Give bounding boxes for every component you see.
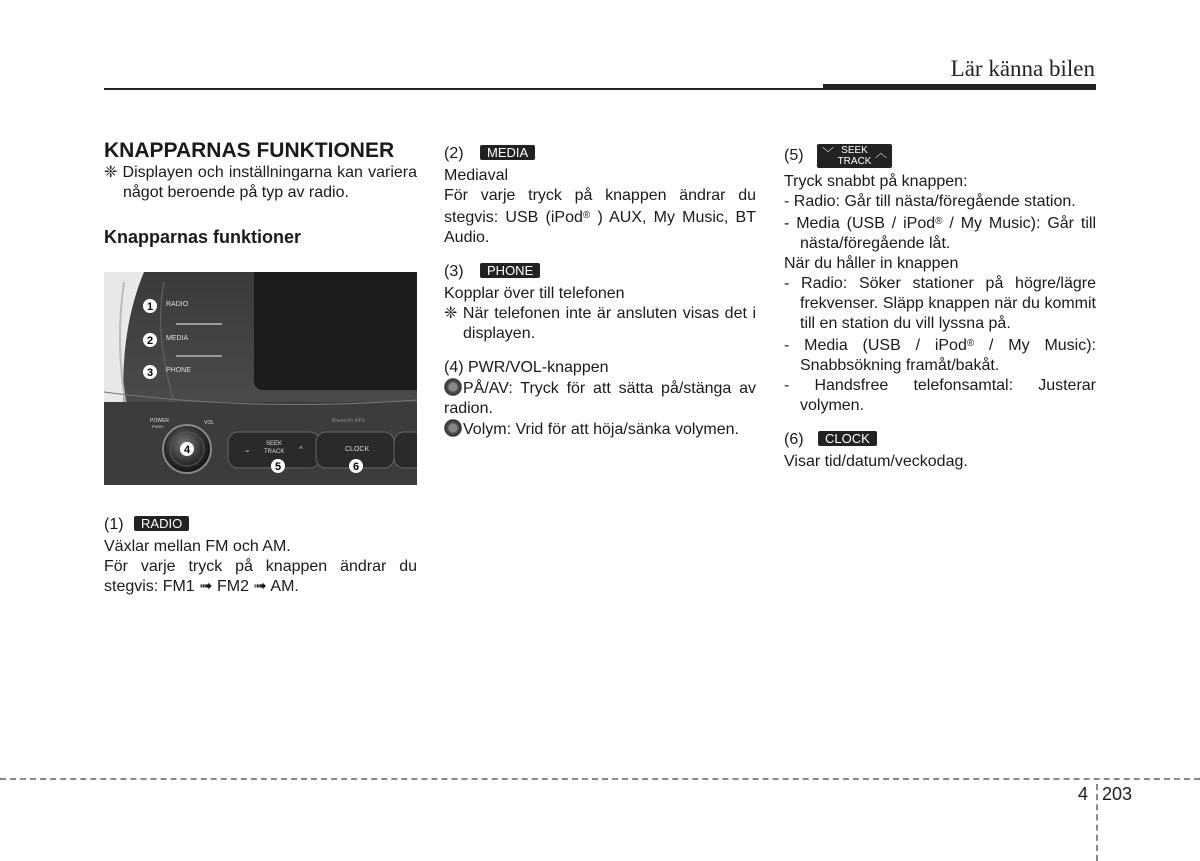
marker-2: 2 <box>146 335 154 347</box>
item-3-line-1: Kopplar över till telefonen <box>444 285 625 302</box>
clock-button-label: CLOCK <box>818 431 877 446</box>
item-4-line-2: Volym: Vrid för att höja/sänka volymen. <box>463 421 739 438</box>
item-6-number: (6) <box>784 431 804 448</box>
media-button-label: MEDIA <box>480 145 535 160</box>
marker-5: 5 <box>274 461 282 473</box>
item-4-line-1: PÅ/AV: Tryck för att sätta på/stänga av radion. <box>444 380 756 417</box>
item-5-bullet-2: - Media (USB / iPod® / My Music): Går till nästa/föregående låt. <box>784 215 1096 252</box>
radio-panel-label-media: MEDIA <box>166 335 189 342</box>
footer-divider <box>1096 784 1098 861</box>
item-5-bullet-4: - Media (USB / iPod® / My Music): Snabbsökning framåt/bakåt. <box>784 337 1096 374</box>
item-1-line-1: Växlar mellan FM och AM. <box>104 538 291 555</box>
page-number: 203 <box>1102 784 1133 804</box>
radio-panel-label-track: TRACK <box>264 449 285 455</box>
item-3-number: (3) <box>444 263 464 280</box>
marker-3: 3 <box>146 367 154 379</box>
radio-panel-label-phone: PHONE <box>166 367 191 374</box>
marker-6: 6 <box>352 461 360 473</box>
item-5-bullet-3: - Radio: Söker stationer på högre/lägre frekvenser. Släpp knappen när du kommit till en station du vill lyssna på. <box>784 275 1096 332</box>
item-5-bullet-1: - Radio: Går till nästa/föregående station. <box>784 193 1076 210</box>
item-5-number: (5) <box>784 147 804 165</box>
item-3-note: ❈ När telefonen inte är ansluten visas det i displayen. <box>444 305 756 342</box>
item-1-radio <box>104 515 417 597</box>
radio-panel-label-power: POWER <box>150 418 169 424</box>
radio-button-label: RADIO <box>134 516 189 531</box>
item-2-title: Mediaval <box>444 167 509 184</box>
running-header-title: Lär känna bilen <box>950 56 1095 81</box>
chevron-down-icon: ﹀ <box>822 146 835 160</box>
radio-panel-label-vol: VOL <box>204 420 215 426</box>
radio-panel-label-clock: CLOCK <box>345 446 370 453</box>
item-5-bullet-5: - Handsfree telefonsamtal: Justerar volymen. <box>784 377 1096 414</box>
column-3 <box>784 144 1096 472</box>
column-1 <box>104 139 417 248</box>
section-heading: KNAPPARNAS FUNKTIONER <box>104 139 395 162</box>
chevron-up-icon: ︿ <box>875 146 888 160</box>
chapter-number: 4 <box>1078 784 1089 804</box>
volume-knob-icon <box>444 419 462 437</box>
radio-panel-label-bluetooth: Bluetooth MP3 <box>332 418 365 424</box>
radio-panel-label-radio: RADIO <box>166 301 189 308</box>
item-2-number: (2) <box>444 145 464 162</box>
radio-panel-image <box>104 272 417 485</box>
power-knob-icon <box>444 378 462 396</box>
seek-track-button-icon: ﹀ SEEK TRACK ︿ <box>817 144 892 168</box>
radio-panel-label-seek: SEEK <box>266 441 283 447</box>
marker-4: 4 <box>183 444 191 456</box>
item-5-intro: Tryck snabbt på knappen: <box>784 173 968 190</box>
marker-1: 1 <box>146 301 154 313</box>
header-rule-accent <box>823 84 1096 90</box>
svg-text:⌄: ⌄ <box>244 445 251 454</box>
item-1-line-2: För varje tryck på knappen ändrar du stegvis: FM1 ➟ FM2 ➟ AM. <box>104 558 417 595</box>
radio-panel-label-push: PUSH <box>152 424 164 429</box>
subheading: Knapparnas funktioner <box>104 227 302 247</box>
item-4-title: (4) PWR/VOL-knappen <box>444 359 609 376</box>
note-display-variation: ❈ Displayen och inställningarna kan variera något beroende på typ av radio. <box>104 164 417 201</box>
item-1-number: (1) <box>104 516 124 533</box>
phone-button-label: PHONE <box>480 263 540 278</box>
item-6-line-1: Visar tid/datum/veckodag. <box>784 453 968 470</box>
item-2-text: För varje tryck på knappen ändrar du stegvis: USB (iPod® ) AUX, My Music, BT Audio. <box>444 187 756 246</box>
column-2 <box>444 144 756 440</box>
svg-text:^: ^ <box>299 445 303 454</box>
item-5-hold: När du håller in knappen <box>784 255 959 272</box>
footer-rule <box>0 778 1200 780</box>
